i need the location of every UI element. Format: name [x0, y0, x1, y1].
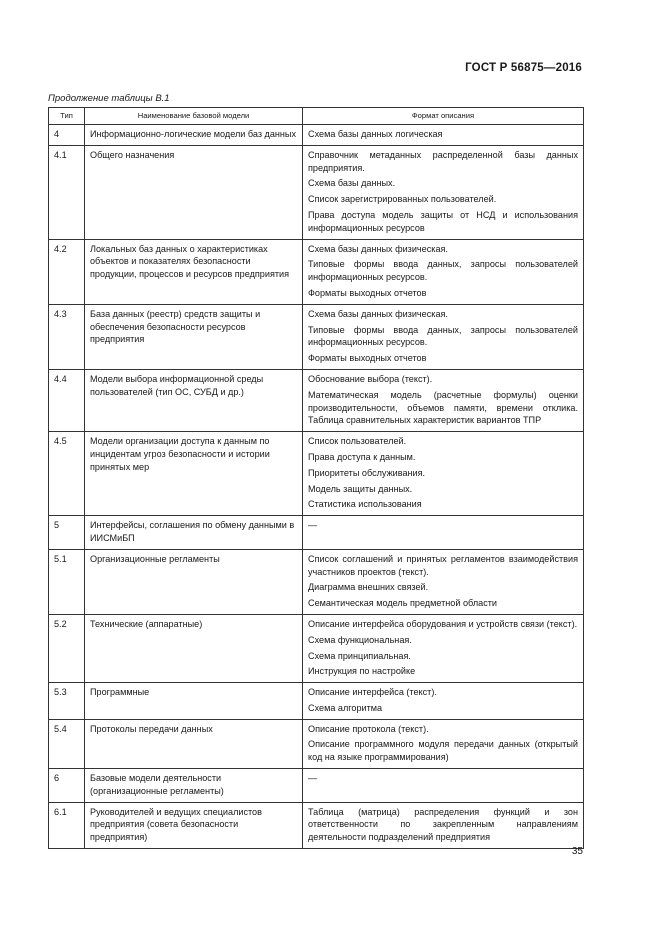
table-body	[49, 125, 584, 849]
row-format-description	[303, 516, 584, 550]
format-item: Форматы выходных отчетов	[308, 353, 427, 364]
format-item: Права доступа модель защиты от НСД и использования информационных ресурсов	[308, 209, 578, 233]
format-item: Модель защиты данных.	[308, 483, 413, 494]
row-format-description	[303, 369, 584, 431]
format-item: Схема базы данных.	[308, 178, 396, 189]
row-type-code: 5.2	[49, 614, 85, 682]
column-header-model-name: Наименование базовой модели	[85, 108, 303, 125]
table-row	[49, 125, 584, 146]
table-caption: Продолжение таблицы В.1	[48, 93, 170, 104]
row-type-code: 4	[49, 125, 85, 146]
row-format-description	[303, 719, 584, 768]
format-item: Схема принципиальная.	[308, 650, 411, 661]
format-item: Инструкция по настройке	[308, 666, 416, 677]
empty-format-dash: —	[308, 773, 318, 784]
row-type-code: 6	[49, 769, 85, 803]
row-model-name: Базовые модели деятельности (организационные регламенты)	[85, 769, 303, 803]
table-row	[49, 549, 584, 614]
format-item: Типовые формы ввода данных, запросы пользователей информационных ресурсов.	[308, 259, 578, 283]
row-model-name: Общего назначения	[85, 145, 303, 239]
row-model-name: Руководителей и ведущих специалистов предприятия (совета безопасности предприятия)	[85, 802, 303, 848]
page-number: 35	[571, 846, 583, 857]
table-row	[49, 145, 584, 239]
row-model-name: Программные	[85, 683, 303, 720]
column-header-format: Формат описания	[303, 108, 584, 125]
row-model-name: Модели выбора информационной среды пользователей (тип ОС, СУБД и др.)	[85, 369, 303, 431]
models-table	[48, 107, 584, 849]
format-item: Схема функциональная.	[308, 634, 412, 645]
format-item: Семантическая модель предметной области	[308, 598, 497, 609]
row-type-code: 4.5	[49, 432, 85, 516]
format-item: Схема базы данных физическая.	[308, 308, 448, 319]
table-row	[49, 239, 584, 304]
table-header-row	[49, 108, 584, 125]
table-row	[49, 769, 584, 803]
row-format-description	[303, 145, 584, 239]
row-model-name: Локальных баз данных о характеристиках объектов и показателях безопасности продукции, процессов и ресурсов предприятия	[85, 239, 303, 304]
format-item: Список пользователей.	[308, 436, 407, 447]
table-row	[49, 683, 584, 720]
row-format-description	[303, 769, 584, 803]
format-item: Описание протокола (текст).	[308, 723, 429, 734]
format-item: Список зарегистрированных пользователей.	[308, 194, 497, 205]
row-type-code: 4.2	[49, 239, 85, 304]
row-type-code: 4.3	[49, 304, 85, 369]
table-row	[49, 614, 584, 682]
row-format-description	[303, 802, 584, 848]
format-item: Типовые формы ввода данных, запросы пользователей информационных ресурсов.	[308, 324, 578, 348]
row-format-description	[303, 432, 584, 516]
format-item: Список соглашений и принятых регламентов взаимодействия участников проектов (текст).	[308, 553, 578, 577]
row-format-description	[303, 304, 584, 369]
row-format-description	[303, 614, 584, 682]
standard-code: ГОСТ Р 56875—2016	[465, 62, 582, 74]
format-item: Схема алгоритма	[308, 702, 383, 713]
format-item: Описание интерфейса (текст).	[308, 687, 437, 698]
table-row	[49, 304, 584, 369]
format-item: Справочник метаданных распределенной базы данных предприятия.	[308, 149, 578, 173]
row-model-name: Технические (аппаратные)	[85, 614, 303, 682]
format-item: Математическая модель (расчетные формулы) оценки производительности, объемов памяти, времени отклика. Таблица сравнительных характеристик вариантов ТПР	[308, 389, 578, 426]
row-type-code: 5.4	[49, 719, 85, 768]
row-model-name: Интерфейсы, соглашения по обмену данными в ИИСМиБП	[85, 516, 303, 550]
row-model-name: Протоколы передачи данных	[85, 719, 303, 768]
format-item: Статистика использования	[308, 499, 422, 510]
row-type-code: 5.3	[49, 683, 85, 720]
table-row	[49, 802, 584, 848]
row-format-description	[303, 239, 584, 304]
row-format-description	[303, 125, 584, 146]
row-format-description	[303, 683, 584, 720]
table-row	[49, 719, 584, 768]
row-model-name: Информационно-логические модели баз данных	[85, 125, 303, 146]
format-item: Обоснование выбора (текст).	[308, 373, 433, 384]
empty-format-dash: —	[308, 520, 318, 531]
table-row	[49, 516, 584, 550]
row-model-name: База данных (реестр) средств защиты и обеспечения безопасности ресурсов предприятия	[85, 304, 303, 369]
column-header-type: Тип	[49, 108, 85, 125]
row-type-code: 6.1	[49, 802, 85, 848]
table-row	[49, 432, 584, 516]
format-item: Таблица (матрица) распределения функций и зон ответственности по закрепленным направлениям деятельности подразделений предприятия	[308, 806, 578, 843]
row-type-code: 4.4	[49, 369, 85, 431]
table-row	[49, 369, 584, 431]
row-model-name: Модели организации доступа к данным по инцидентам угроз безопасности и истории принятых мер	[85, 432, 303, 516]
format-item: Схема базы данных логическая	[308, 129, 443, 139]
format-item: Диаграмма внешних связей.	[308, 582, 429, 593]
row-type-code: 4.1	[49, 145, 85, 239]
row-model-name: Организационные регламенты	[85, 549, 303, 614]
row-type-code: 5	[49, 516, 85, 550]
format-item: Описание интерфейса оборудования и устройств связи (текст).	[308, 618, 578, 629]
format-item: Форматы выходных отчетов	[308, 287, 427, 298]
format-item: Описание программного модуля передачи данных (открытый код на языке программирования)	[308, 739, 578, 763]
row-format-description	[303, 549, 584, 614]
format-item: Права доступа к данным.	[308, 451, 416, 462]
format-item: Приоритеты обслуживания.	[308, 467, 426, 478]
row-type-code: 5.1	[49, 549, 85, 614]
format-item: Схема базы данных физическая.	[308, 243, 448, 254]
